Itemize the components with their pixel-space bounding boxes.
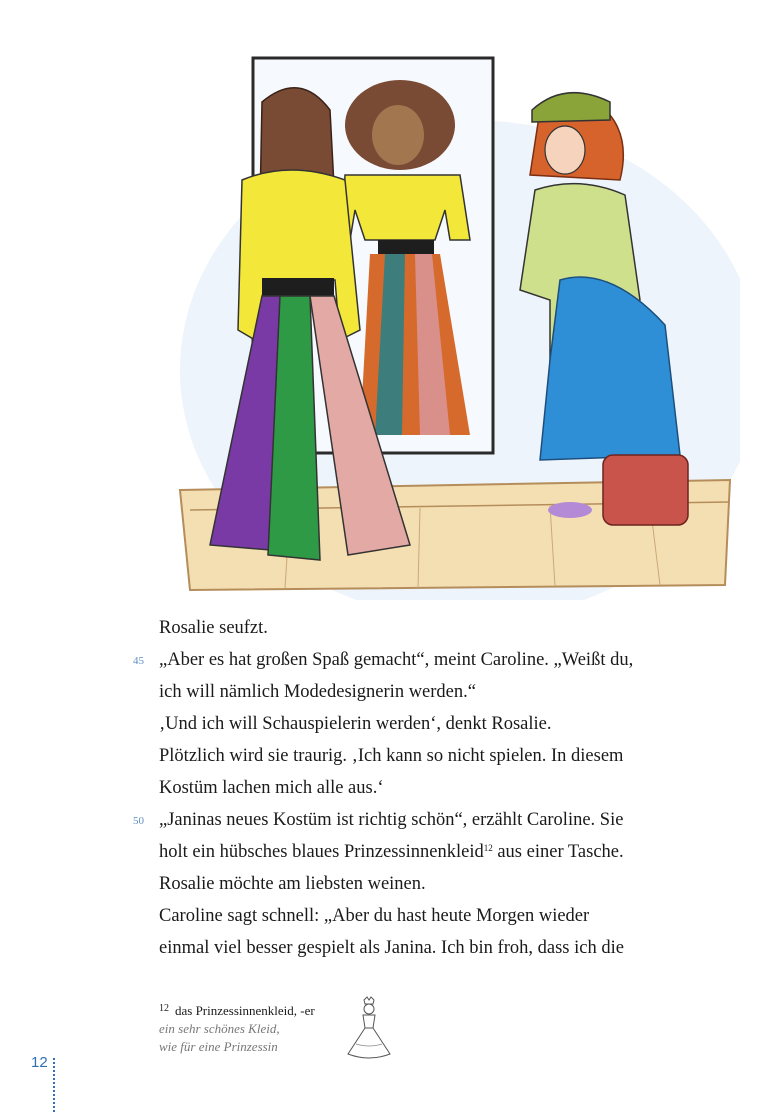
story-text bbox=[133, 612, 719, 964]
footnote-number: 12 bbox=[159, 1003, 169, 1014]
line-text: ‚Und ich will Schauspielerin werden‘, denkt Rosalie. bbox=[159, 714, 552, 734]
line-number: 45 bbox=[133, 655, 144, 667]
line-text: ich will nämlich Modedesignerin werden.“ bbox=[159, 682, 476, 702]
text-line bbox=[159, 900, 719, 932]
line-text: Rosalie seufzt. bbox=[159, 618, 268, 638]
princess-icon bbox=[342, 996, 396, 1062]
line-number: 50 bbox=[133, 815, 144, 827]
footnote-gloss-2: wie für eine Prinzessin bbox=[159, 1039, 278, 1054]
story-illustration bbox=[170, 40, 740, 600]
text-line bbox=[159, 676, 719, 708]
footnote-term-line bbox=[159, 1000, 359, 1020]
line-text: Plötzlich wird sie traurig. ‚Ich kann so nicht spielen. In diesem bbox=[159, 746, 624, 766]
text-line bbox=[159, 932, 719, 964]
line-text: holt ein hübsches blaues Prinzessinnenkleid bbox=[159, 842, 484, 862]
page-divider bbox=[53, 1058, 55, 1112]
text-line bbox=[133, 644, 719, 676]
footnote-term: das Prinzessinnenkleid, -er bbox=[175, 1003, 315, 1018]
text-line bbox=[159, 612, 719, 644]
footnote-reference: 12 bbox=[483, 843, 493, 853]
line-text: „Aber es hat großen Spaß gemacht“, meint Caroline. „Weißt du, bbox=[159, 650, 634, 670]
text-line bbox=[159, 740, 719, 772]
line-text: einmal viel besser gespielt als Janina. Ich bin froh, dass ich die bbox=[159, 938, 624, 958]
footnote-gloss-1: ein sehr schönes Kleid, bbox=[159, 1021, 280, 1036]
line-text: aus einer Tasche. bbox=[492, 842, 624, 862]
text-line bbox=[159, 772, 719, 804]
page-number: 12 bbox=[31, 1054, 48, 1071]
text-line bbox=[133, 804, 719, 836]
line-text: „Janinas neues Kostüm ist richtig schön“, erzählt Caroline. Sie bbox=[159, 810, 624, 830]
text-line bbox=[159, 868, 719, 900]
text-line bbox=[159, 836, 719, 868]
text-line bbox=[159, 708, 719, 740]
line-text: Kostüm lachen mich alle aus.‘ bbox=[159, 778, 384, 798]
line-text: Rosalie möchte am liebsten weinen. bbox=[159, 874, 426, 894]
footnote bbox=[159, 1000, 359, 1056]
line-text: Caroline sagt schnell: „Aber du hast heute Morgen wieder bbox=[159, 906, 590, 926]
